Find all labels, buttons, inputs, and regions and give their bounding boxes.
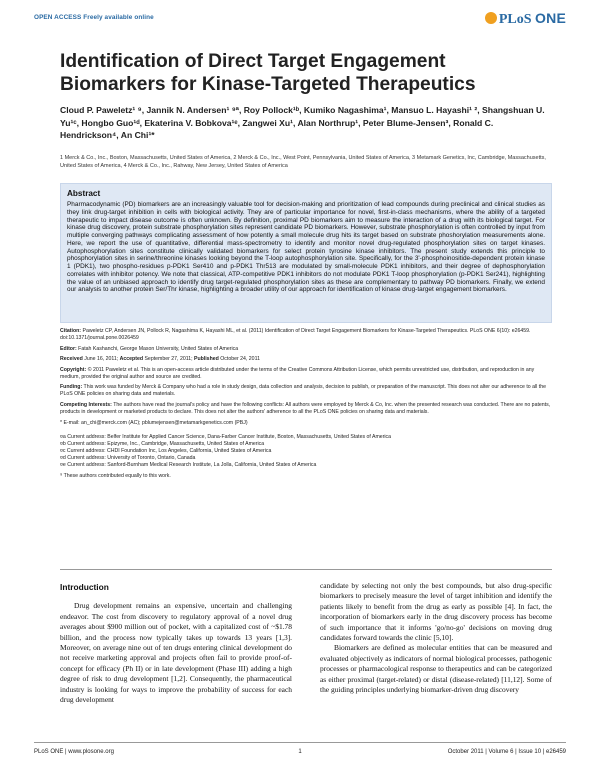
page-header	[34, 10, 566, 32]
author-list: Cloud P. Paweletz¹ ⁹, Jannik N. Andersen¹ ⁹ª, Roy Pollock¹ᵇ, Kumiko Nagashima¹, Mansuo L. Hayashi¹ ², Shangshuan U. Yu¹ᶜ, Hongbo Guo¹ᵈ, Ekaterina V. Bobkova¹ᵉ, Zangwei Xu¹, Alan Northrup¹, Peter Blume-Jensen³, Ronald C. Hendrickson⁴, An Chi¹*	[60, 105, 545, 141]
article-metadata	[60, 328, 552, 480]
current-address: ¤c Current address: CHDI Foundation Inc, Los Angeles, California, United States of America	[60, 448, 272, 455]
abstract-box	[60, 183, 552, 323]
abstract-text: Pharmacodynamic (PD) biomarkers are an increasingly valuable tool for decision-making and prioritization of lead compounds during preclinical and clinical studies as they link drug-target inhibition in cells with biological activity. They are of particular importance for novel, first-in-class mechanisms, where the ability of a targeted therapeutic to impact disease outcome is often unknown. By definition, proximal PD biomarkers aim to measure the interaction of a drug with its biological target. For kinase drug discovery, protein substrate phosphorylation sites represent candidate PD biomarkers. However, substrate phosphorylation is often controlled by input from multiple converging pathways complicating assessment of how potently a small molecule drug hits its target based on substrate phoshorylation measurements alone. Here, we report the use of quantitative, differential mass-spectrometry to identify and monitor novel drug-regulated phosphorylation sites on target kinases. Autophosphorylation sites constitute clinically validated biomarkers for select protein tyrosine kinase inhibitors. The present study extends this principle to phosphorylation sites in serine/threonine kinases looking beyond the T-loop autophosphorylation site. Specifically, for the 3'-phosphoinositide-dependent protein kinase 1 (PDK1), two phospho-residues p-PDK1 Ser410 and p-PDK1 Thr513 are modulated by small-molecule PDK1 inhibitors, and their degree of dephosphorylation correlates with inhibitor potency. We note that classical, ATP-competitive PDK1 inhibitors do not modulate PDK1 T-loop phosphorylation (p-PDK1 Ser241), highlighting the value of an unbiased approach to identify drug target-regulated phosphorylation sites as these are complementary to pathway PD biomarkers. Finally, we extend our analysis to another protein Ser/Thr kinase, highlighting a broader utility of our approach for identification of kinase drug-target engagement biomarkers.	[67, 201, 545, 294]
equal-contribution-note: ⁹ These authors contributed equally to this work.	[60, 473, 171, 480]
dates: Received June 16, 2011; Accepted September 27, 2011; Published October 24, 2011	[60, 356, 260, 363]
competing-interests: Competing Interests: The authors have read the journal's policy and have the following conflicts: All authors were employed by Merck & Co, Inc. when the presented research was conducted. There are no patents, products in development or marketed products to declare. This does not alter the authors' adherence to all the PLoS ONE policies on sharing data and materials.	[60, 401, 551, 415]
logo-one-text: ONE	[535, 10, 566, 26]
plos-logo-icon	[485, 12, 497, 24]
editor: Editor: Fatah Kashanchi, George Mason University, United States of America	[60, 345, 239, 352]
current-address: ¤e Current address: Sanford-Burnham Medical Research Institute, La Jolla, California, United States of America	[60, 462, 317, 469]
article-title: Identification of Direct Target Engagement Biomarkers for Kinase-Targeted Therapeutics	[60, 51, 476, 95]
current-address: ¤d Current address: University of Toronto, Ontario, Canada	[60, 455, 196, 462]
footer-journal[interactable]: PLoS ONE | www.plosone.org	[34, 749, 114, 755]
body-column-right	[320, 581, 552, 695]
current-address: ¤a Current address: Belfer Institute for Applied Cancer Science, Dana-Farber Cancer Institute, Boston, Massachusetts, United States of America	[60, 434, 392, 441]
section-divider	[60, 569, 552, 570]
email[interactable]: * E-mail: an_chi@merck.com (AC); pblumejensen@metamarkgenetics.com (PBJ)	[60, 419, 248, 426]
page-number: 1	[298, 749, 302, 755]
footer-issue: October 2011 | Volume 6 | Issue 10 | e26459	[447, 749, 566, 755]
affiliations: 1 Merck & Co., Inc., Boston, Massachusetts, United States of America, 2 Merck & Co., Inc., West Point, Pennsylvania, United States of America, 3 Metamark Genetics, Inc, Cambridge, Massachusetts, United States of America, 4 Merck & Co., Inc., Rahway, New Jersey, United States of America	[60, 155, 546, 169]
body-paragraph: Biomarkers are defined as molecular entities that can be measured and evaluated objectively as indicators of normal biological processes, pathogenic processes or pharmacological response to therapeutics and can be categorized as either proximal (target-related) or distal (disease-related) [11,12]. Some of the guiding principles underlying biomarker-driven drug discovery	[320, 643, 552, 695]
current-address: ¤b Current address: Epizyme, Inc., Cambridge, Massachusetts, United States of America	[60, 441, 265, 448]
open-access-badge[interactable]: OPEN ACCESS Freely available online	[34, 14, 154, 21]
body-column-left	[60, 582, 292, 705]
introduction-heading: Introduction	[60, 582, 109, 592]
abstract-heading: Abstract	[67, 189, 101, 198]
body-paragraph: candidate by selecting not only the best compounds, but also drug-specific biomarkers to precisely measure the level of target inhibition and identify the patients likely to benefit from the drug as early as possible [4]. In fact, the incorporation of biomarkers early in the drug discovery process has become of such importance that it informs 'go/no-go' decisions on moving drug candidates forward towards the clinic [5,10].	[320, 581, 552, 643]
funding: Funding: This work was funded by Merck & Company who had a role in study design, data collection and analysis, decision to publish, or preparation of the manuscript. This does not alter our adherence to all the PLoS ONE policies on sharing data and materials.	[60, 384, 546, 398]
body-paragraph: Drug development remains an expensive, uncertain and challenging endeavor. The cost from discovery to regulatory approval of a novel drug averages about $900 million out of pocket, with a capitalized cost of ~$1.78 billion, and the process now typically takes up towards 13 years [1,3]. Moreover, on average nine out of ten drugs entering clinical development do not receive marketing approval and projects often fail to provide proof-of-concept for efficacy (Ph II) or in late development (Phase III) adding a high degree of risk to drug development [1,2]. Consequently, the pharmaceutical industry is looking for ways to improve the probability of success for each drug development	[60, 601, 292, 705]
citation: Citation: Paweletz CP, Andersen JN, Pollock R, Nagashima K, Hayashi ML, et al. (2011) Identification of Direct Target Engagement Biomarkers for Kinase-Targeted Therapeutics. PLoS ONE 6(10): e26459. doi:10.1371/journal.pone.0026459	[60, 328, 531, 341]
journal-logo[interactable]	[485, 10, 566, 28]
footer-divider	[34, 742, 566, 743]
copyright: Copyright: © 2011 Paweletz et al. This is an open-access article distributed under the terms of the Creative Commons Attribution License, which permits unrestricted use, distribution, and reproduction in any medium, provided the original author and source are credited.	[60, 366, 535, 380]
logo-plos-text: PLoS	[498, 12, 532, 27]
